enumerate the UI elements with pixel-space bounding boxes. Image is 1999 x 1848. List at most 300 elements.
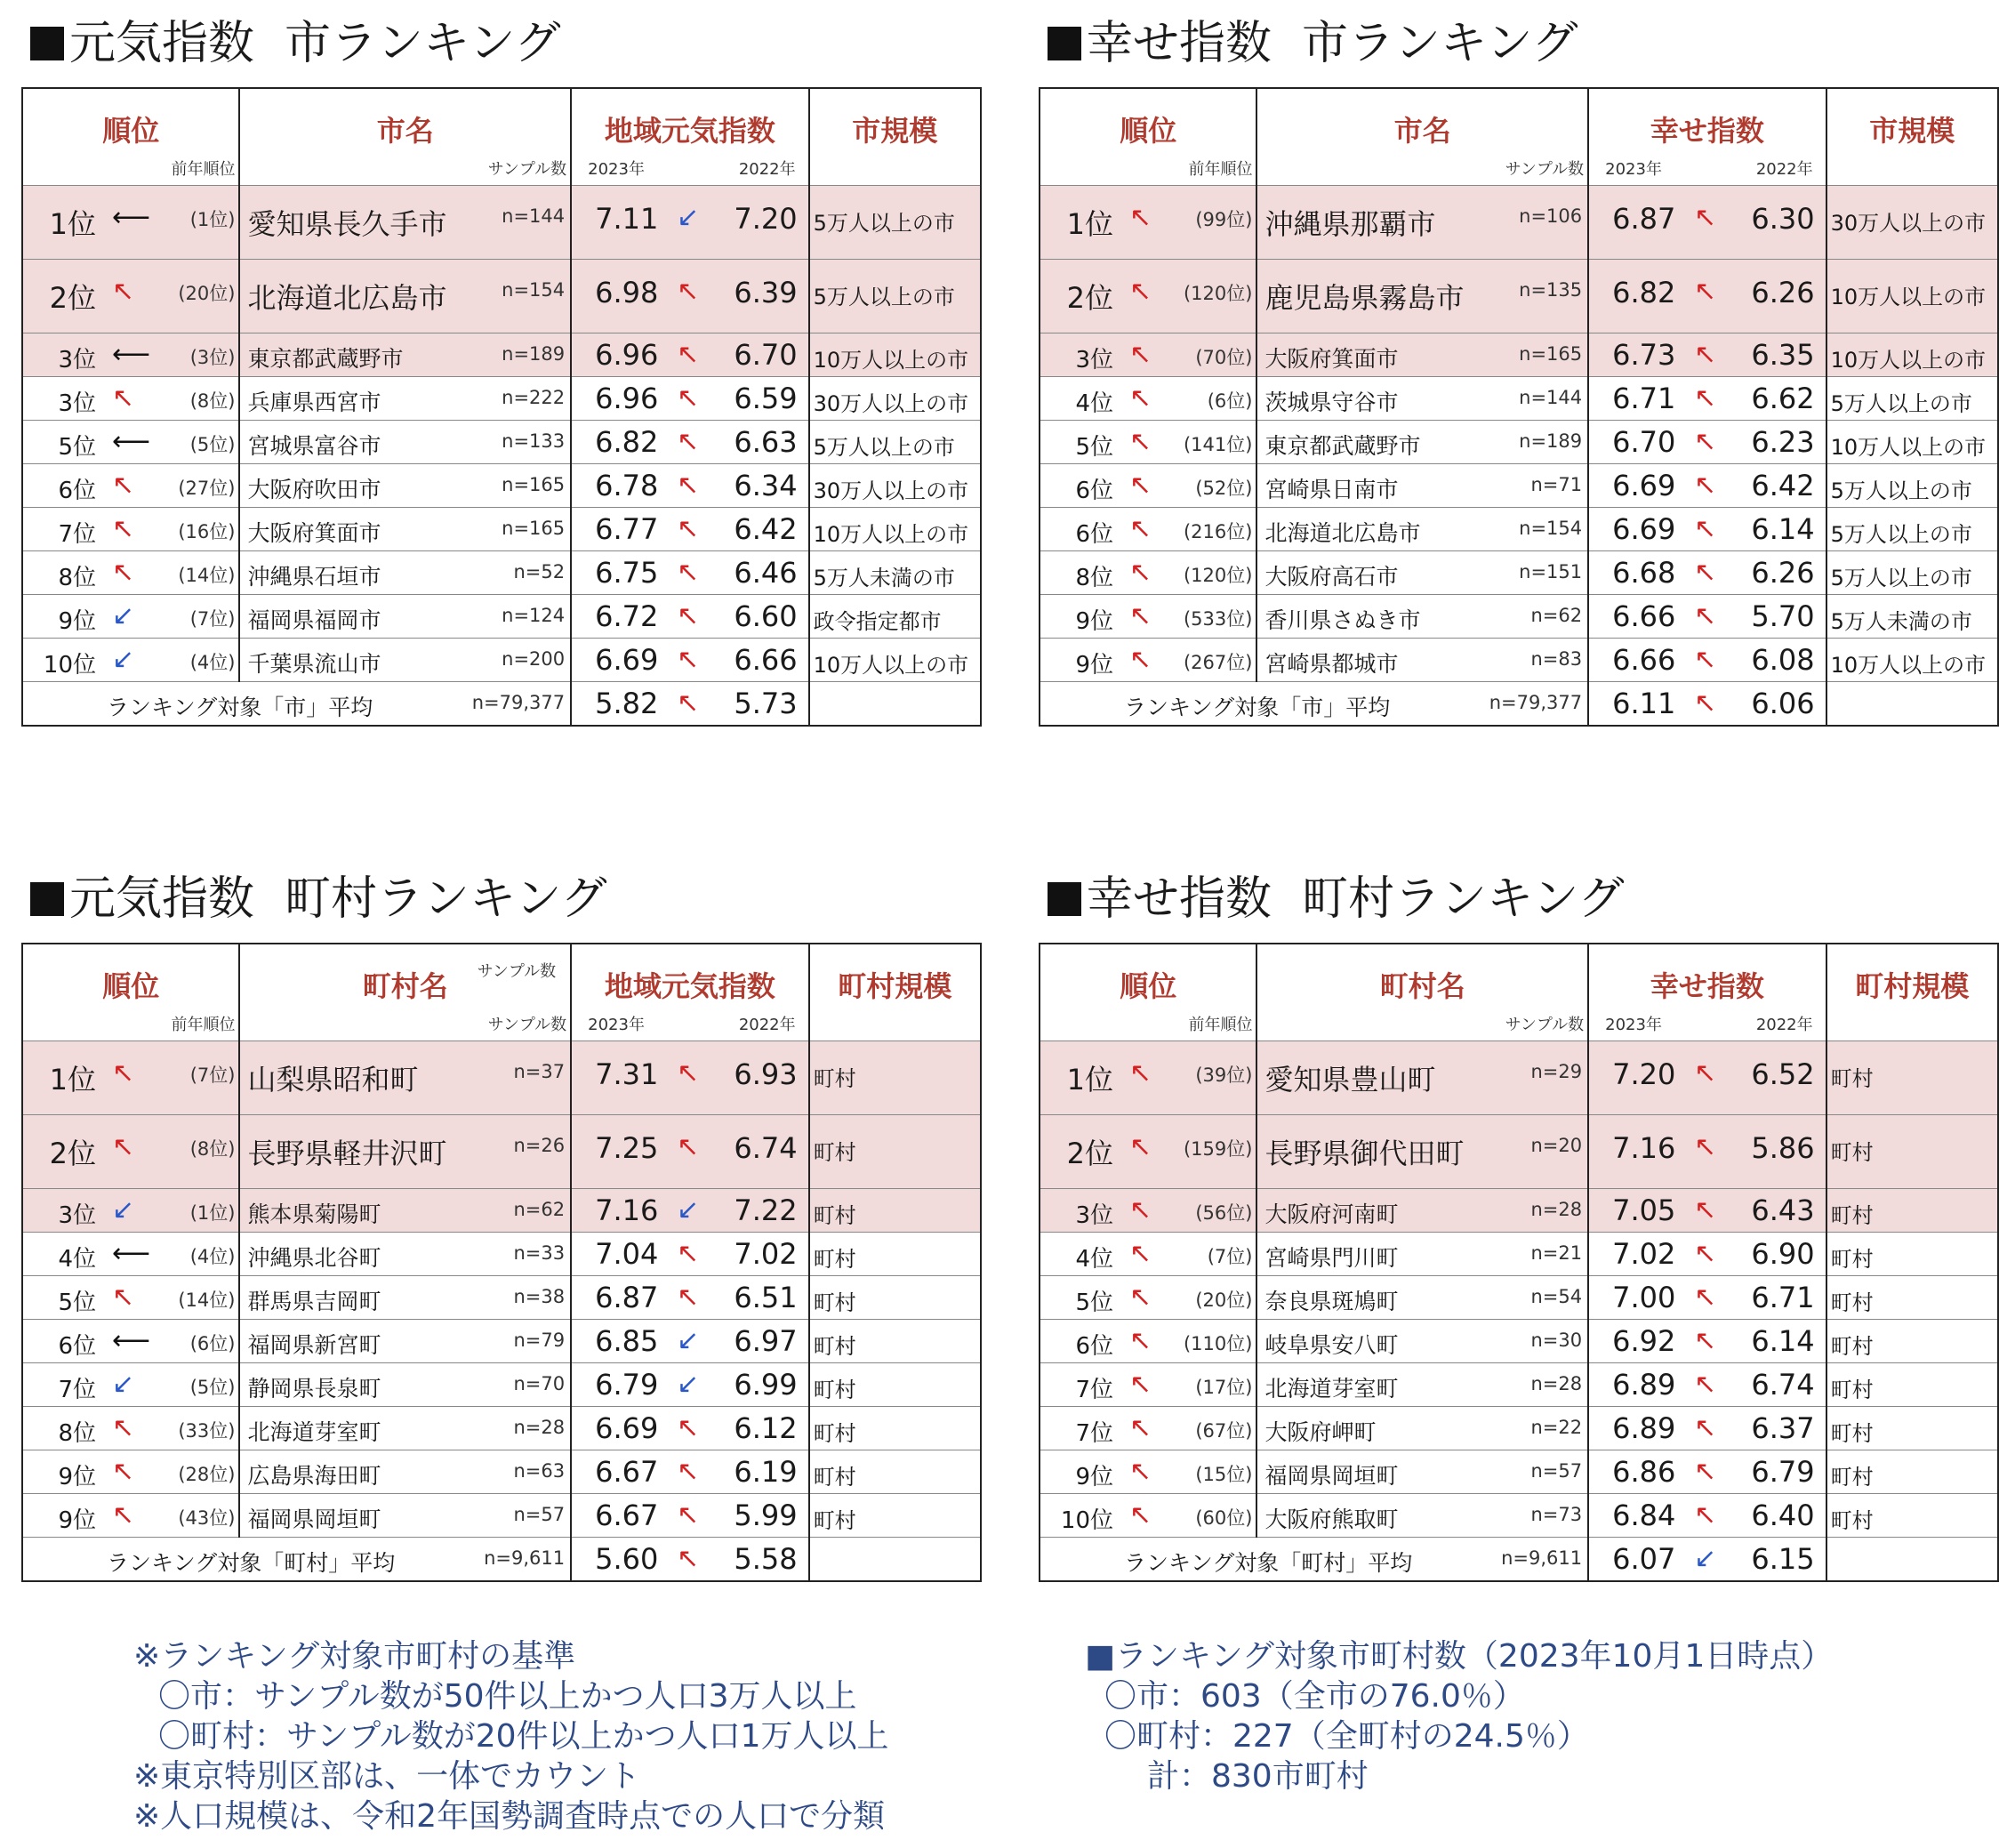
change-up-arrow-icon: ↖ [1694,600,1717,631]
value-2022: 6.40 [1751,1498,1815,1532]
previous-rank: (1位) [189,209,236,230]
index-cell [571,333,808,377]
rank-trend-down-arrow-icon: ↙ [112,644,135,675]
rank-cell [1040,333,1256,377]
name-cell [239,421,571,464]
name-cell [1256,377,1588,421]
rank: 8位 [1075,565,1113,591]
value-2023: 6.84 [1612,1498,1676,1532]
name-cell [1256,508,1588,551]
value-2023: 7.16 [1612,1131,1676,1165]
table-row [22,333,981,377]
value-2023: 7.00 [1612,1281,1676,1314]
municipality-scale: 5万人以上の市 [813,285,955,309]
change-up-arrow-icon: ↖ [677,470,700,501]
value-2023: 6.98 [595,276,659,309]
value-2023: 6.89 [1612,1411,1676,1445]
scale-cell [809,508,981,551]
table-row [22,1363,981,1407]
change-up-arrow-icon: ↖ [677,1543,700,1574]
average-2022: 5.73 [734,687,798,720]
value-2023: 6.79 [595,1368,659,1402]
municipality-scale: 5万人未満の市 [813,566,955,591]
name-cell [239,464,571,508]
index-cell [571,551,808,595]
municipality-name: 沖縄県石垣市 [247,564,381,590]
municipality-name: 北海道北広島市 [247,281,447,315]
ranking-table [1039,943,1999,1582]
municipality-scale: 町村 [813,1421,856,1446]
sample-count: n=106 [1519,205,1583,227]
average-label: ランキング対象「町村」平均 [1124,1550,1413,1576]
value-2023: 6.67 [595,1455,659,1489]
rank-trend-up-arrow-icon: ↖ [1129,644,1152,675]
municipality-scale: 5万人以上の市 [1830,566,1972,591]
value-2023: 6.85 [595,1324,659,1358]
index-cell [1588,639,1826,682]
previous-rank: (267位) [1183,652,1253,673]
change-up-arrow-icon: ↖ [1694,1456,1717,1487]
sample-count: n=222 [502,387,566,408]
change-up-arrow-icon: ↖ [1694,339,1717,370]
scale-cell [1826,1494,1998,1538]
header-index-cell [571,88,808,186]
header-year-2023: 2023年 [588,1016,645,1034]
change-up-arrow-icon: ↖ [677,1131,700,1162]
table-row [22,639,981,682]
panel-happiness-city [1039,16,1999,727]
index-cell [571,464,808,508]
change-up-arrow-icon: ↖ [1694,1369,1717,1400]
index-cell [571,1189,808,1233]
panel-genki-city [21,16,982,727]
municipality-scale: 町村 [1830,1066,1874,1091]
rank-trend-up-arrow-icon: ↖ [1129,1499,1152,1531]
scale-cell [809,1320,981,1363]
rank-cell [1040,377,1256,421]
change-down-arrow-icon: ↙ [677,1194,700,1225]
header-index: 幸せ指数 [1650,114,1764,148]
municipality-scale: 10万人以上の市 [1830,435,1987,460]
rank-trend-up-arrow-icon: ↖ [1129,1238,1152,1269]
square-bullet-icon [30,27,64,60]
previous-rank: (20位) [1195,1290,1253,1311]
value-2022: 6.46 [734,556,798,590]
rank: 5位 [1075,434,1113,461]
header-index-cell [1588,88,1826,186]
index-cell [1588,1115,1826,1189]
value-2022: 6.14 [1751,1324,1815,1358]
rank: 6位 [58,1333,96,1360]
table-row [22,1041,981,1115]
municipality-name: 福岡県岡垣町 [1264,1463,1399,1489]
municipality-scale: 町村 [813,1465,856,1490]
municipality-name: 長野県軽井沢町 [247,1137,447,1170]
scale-cell [809,639,981,682]
table-row [1040,1494,1998,1538]
rank: 1位 [1066,207,1113,241]
table-row [1040,1233,1998,1276]
previous-rank: (15位) [1195,1464,1253,1485]
rank: 2位 [49,281,96,315]
previous-rank: (14位) [178,565,236,586]
previous-rank: (5位) [189,1377,236,1398]
value-2023: 7.11 [595,202,659,236]
previous-rank: (20位) [178,283,236,304]
municipality-name: 愛知県長久手市 [247,207,447,241]
municipality-name: 静岡県長泉町 [247,1376,381,1402]
municipality-name: 大阪府熊取町 [1264,1507,1399,1532]
previous-rank: (7位) [1207,1246,1253,1267]
scale-cell [809,464,981,508]
municipality-name: 愛知県豊山町 [1264,1063,1436,1097]
average-scale-cell [809,682,981,727]
value-2023: 7.16 [595,1193,659,1227]
value-2022: 6.23 [1751,425,1815,459]
name-cell [1256,1276,1588,1320]
sample-count: n=70 [513,1373,566,1394]
value-2023: 7.25 [595,1131,659,1165]
table-row [22,1115,981,1189]
rank-trend-flat-arrow-icon: ⟵ [112,339,151,370]
scale-cell [809,1115,981,1189]
value-2023: 6.87 [1612,202,1676,236]
table-row [1040,1450,1998,1494]
municipality-name: 鹿児島県霧島市 [1264,281,1465,315]
table-row [1040,639,1998,682]
title-ranking: 町村ランキング [285,872,607,926]
change-up-arrow-icon: ↖ [677,1282,700,1313]
value-2022: 6.43 [1751,1193,1815,1227]
rank-cell [1040,186,1256,260]
scale-cell [809,1189,981,1233]
value-2023: 6.72 [595,599,659,633]
change-up-arrow-icon: ↖ [677,687,700,719]
average-index-cell [1588,682,1826,727]
table-row [1040,186,1998,260]
header-name: 市名 [1393,114,1451,148]
municipality-name: 広島県海田町 [247,1463,381,1489]
rank-cell [22,639,239,682]
municipality-scale: 30万人以上の市 [1830,211,1987,236]
sample-count: n=154 [1519,518,1583,539]
index-cell [571,1041,808,1115]
change-up-arrow-icon: ↖ [677,600,700,631]
previous-rank: (27位) [178,478,236,499]
rank-trend-flat-arrow-icon: ⟵ [112,1325,151,1356]
change-up-arrow-icon: ↖ [1694,276,1717,307]
rank: 5位 [1075,1290,1113,1316]
index-cell [571,1494,808,1538]
municipality-name: 大阪府岬町 [1264,1419,1377,1445]
rank-cell [22,421,239,464]
sample-count: n=71 [1530,474,1583,495]
scale-cell [1826,1189,1998,1233]
change-up-arrow-icon: ↖ [677,1057,700,1089]
header-rank: 順位 [1120,114,1177,148]
name-cell [239,186,571,260]
name-cell [1256,1320,1588,1363]
name-cell [1256,333,1588,377]
previous-rank: (4位) [189,652,236,673]
table-row [1040,508,1998,551]
title-ranking: 町村ランキング [1302,872,1625,926]
scale-cell [809,1407,981,1450]
scale-cell [1826,186,1998,260]
name-cell [239,551,571,595]
name-cell [1256,595,1588,639]
header-year-2022: 2022年 [738,160,796,179]
title-ranking: 市ランキング [1302,17,1578,70]
index-cell [571,1320,808,1363]
note-line: ■ランキング対象市町村数（2023年10月1日時点） [1085,1638,1834,1675]
table-row [22,1450,981,1494]
index-cell [571,1233,808,1276]
rank: 3位 [1075,347,1113,374]
municipality-scale: 10万人以上の市 [1830,285,1987,309]
ranking-table [21,943,982,1582]
municipality-name: 群馬県吉岡町 [247,1289,381,1314]
header-scale-cell [1826,944,1998,1041]
sample-count: n=37 [513,1061,566,1082]
rank-cell [1040,421,1256,464]
value-2023: 6.77 [595,512,659,546]
previous-rank: (8位) [189,1138,236,1160]
municipality-scale: 10万人以上の市 [813,348,969,373]
index-cell [1588,508,1826,551]
average-label-cell [1040,682,1588,727]
rank-trend-up-arrow-icon: ↖ [112,470,135,501]
rank-cell [1040,551,1256,595]
panel-title [1048,872,1999,943]
index-cell [1588,1494,1826,1538]
index-cell [571,377,808,421]
sample-count: n=30 [1530,1330,1583,1351]
municipality-name: 北海道北広島市 [1264,520,1421,546]
rank-cell [1040,464,1256,508]
sample-count: n=73 [1530,1504,1583,1525]
municipality-name: 宮崎県門川町 [1264,1245,1399,1271]
municipality-name: 福岡県新宮町 [247,1332,381,1358]
table-row [22,464,981,508]
title-ranking: 市ランキング [285,17,561,70]
municipality-scale: 政令指定都市 [813,609,942,634]
value-2022: 7.02 [734,1237,798,1271]
header-rank-cell [22,88,239,186]
change-up-arrow-icon: ↖ [1694,202,1717,233]
rank-cell [22,595,239,639]
rank: 7位 [1075,1420,1113,1447]
change-up-arrow-icon: ↖ [1694,1194,1717,1225]
name-cell [1256,1363,1588,1407]
average-index-cell [1588,1538,1826,1582]
rank-trend-up-arrow-icon: ↖ [1129,513,1152,544]
name-cell [1256,551,1588,595]
change-up-arrow-icon: ↖ [1694,1057,1717,1089]
name-cell [1256,260,1588,333]
table-row [1040,464,1998,508]
scale-cell [809,333,981,377]
header-samples: サンプル数 [1505,1016,1585,1034]
ranking-table [21,87,982,727]
rank: 3位 [58,1202,96,1229]
header-rank: 順位 [102,114,160,148]
sample-count: n=57 [513,1504,566,1525]
municipality-name: 奈良県斑鳩町 [1264,1289,1399,1314]
value-2022: 6.74 [734,1131,798,1165]
value-2023: 6.71 [1612,382,1676,415]
municipality-name: 宮城県富谷市 [247,433,381,459]
sample-count: n=144 [1519,387,1583,408]
scale-cell [1826,260,1998,333]
name-cell [239,1494,571,1538]
previous-rank: (17位) [1195,1377,1253,1398]
scale-cell [1826,1276,1998,1320]
square-bullet-icon [30,882,64,916]
name-cell [1256,464,1588,508]
municipality-name: 東京都武蔵野市 [1264,433,1421,459]
sample-count: n=57 [1530,1460,1583,1482]
rank-cell [1040,639,1256,682]
table-header [22,944,981,1041]
change-up-arrow-icon: ↖ [677,1456,700,1487]
rank-trend-up-arrow-icon: ↖ [1129,382,1152,414]
name-cell [239,1450,571,1494]
rank: 9位 [58,608,96,635]
previous-rank: (120位) [1183,283,1253,304]
title-index: 幸せ指数 [1087,872,1272,926]
previous-rank: (14位) [178,1290,236,1311]
municipality-scale: 5万人以上の市 [1830,478,1972,503]
header-rank-cell [1040,944,1256,1041]
municipality-scale: 町村 [1830,1465,1874,1490]
value-2022: 5.70 [1751,599,1815,633]
scale-cell [1826,1407,1998,1450]
rank: 3位 [1075,1202,1113,1229]
rank-cell [22,1320,239,1363]
table-row [22,551,981,595]
rank-trend-up-arrow-icon: ↖ [1129,1282,1152,1313]
change-up-arrow-icon: ↖ [677,276,700,307]
rank-trend-up-arrow-icon: ↖ [1129,1057,1152,1089]
table-row [22,1276,981,1320]
table-row [22,186,981,260]
index-cell [571,639,808,682]
municipality-scale: 町村 [1830,1203,1874,1228]
scale-cell [1826,1450,1998,1494]
municipality-name: 大阪府河南町 [1264,1201,1399,1227]
sample-count: n=79 [513,1330,566,1351]
rank: 4位 [1075,1246,1113,1273]
header-scale: 町村規模 [1855,969,1970,1003]
change-up-arrow-icon: ↖ [677,339,700,370]
rank-cell [1040,1363,1256,1407]
rank-cell [22,1115,239,1189]
header-index: 幸せ指数 [1650,969,1764,1003]
table-row [22,1320,981,1363]
rank-trend-up-arrow-icon: ↖ [1129,1194,1152,1225]
scale-cell [809,551,981,595]
change-up-arrow-icon: ↖ [1694,426,1717,457]
average-2023: 6.07 [1612,1542,1676,1576]
rank-cell [1040,508,1256,551]
municipality-scale: 5万人未満の市 [1830,609,1972,634]
value-2023: 6.86 [1612,1455,1676,1489]
table-row [1040,260,1998,333]
name-cell [1256,1450,1588,1494]
scale-cell [1826,1041,1998,1115]
value-2023: 6.87 [595,1281,659,1314]
sample-count: n=165 [1519,343,1583,365]
rank: 7位 [58,1377,96,1403]
table-row [1040,421,1998,464]
rank: 3位 [58,390,96,417]
scale-cell [809,1450,981,1494]
scale-cell [809,421,981,464]
value-2023: 7.04 [595,1237,659,1271]
note-line: ※ランキング対象市町村の基準 [133,1638,576,1675]
sample-count: n=133 [502,430,566,452]
municipality-scale: 町村 [813,1247,856,1272]
municipality-name: 宮崎県都城市 [1264,651,1399,677]
rank-trend-up-arrow-icon: ↖ [112,1499,135,1531]
average-2022: 6.06 [1751,687,1815,720]
value-2023: 6.96 [595,338,659,372]
average-label: ランキング対象「市」平均 [107,695,373,720]
scale-cell [1826,377,1998,421]
name-cell [239,1407,571,1450]
rank-trend-up-arrow-icon: ↖ [112,1412,135,1443]
value-2023: 6.92 [1612,1324,1676,1358]
name-cell [239,1233,571,1276]
change-up-arrow-icon: ↖ [1694,382,1717,414]
rank: 9位 [1075,652,1113,679]
value-2023: 7.20 [1612,1057,1676,1091]
header-name: 町村名 [362,969,448,1003]
previous-rank: (6位) [189,1333,236,1354]
municipality-name: 福岡県福岡市 [247,607,381,633]
rank-trend-up-arrow-icon: ↖ [112,1057,135,1089]
rank-trend-up-arrow-icon: ↖ [112,513,135,544]
value-2022: 6.08 [1751,643,1815,677]
value-2023: 6.68 [1612,556,1676,590]
note-line: 〇市：603（全市の76.0％） [1104,1678,1525,1715]
header-rank: 順位 [102,969,160,1003]
scale-cell [1826,595,1998,639]
value-2023: 6.82 [595,425,659,459]
title-index: 元気指数 [69,17,255,70]
municipality-name: 沖縄県北谷町 [247,1245,381,1271]
value-2023: 7.31 [595,1057,659,1091]
rank: 2位 [1066,281,1113,315]
rank: 9位 [1075,1464,1113,1490]
rank-cell [1040,1450,1256,1494]
municipality-scale: 5万人以上の市 [813,211,955,236]
rank: 6位 [58,478,96,504]
table-row [22,421,981,464]
index-cell [1588,1276,1826,1320]
change-up-arrow-icon: ↖ [677,644,700,675]
municipality-scale: 10万人以上の市 [813,522,969,547]
square-bullet-icon [1048,27,1081,60]
value-2022: 6.97 [734,1324,798,1358]
rank-cell [22,1450,239,1494]
header-samples-top: サンプル数 [477,962,557,981]
rank-trend-up-arrow-icon: ↖ [112,1282,135,1313]
value-2022: 5.99 [734,1498,798,1532]
municipality-scale: 町村 [813,1508,856,1533]
municipality-scale: 町村 [813,1334,856,1359]
